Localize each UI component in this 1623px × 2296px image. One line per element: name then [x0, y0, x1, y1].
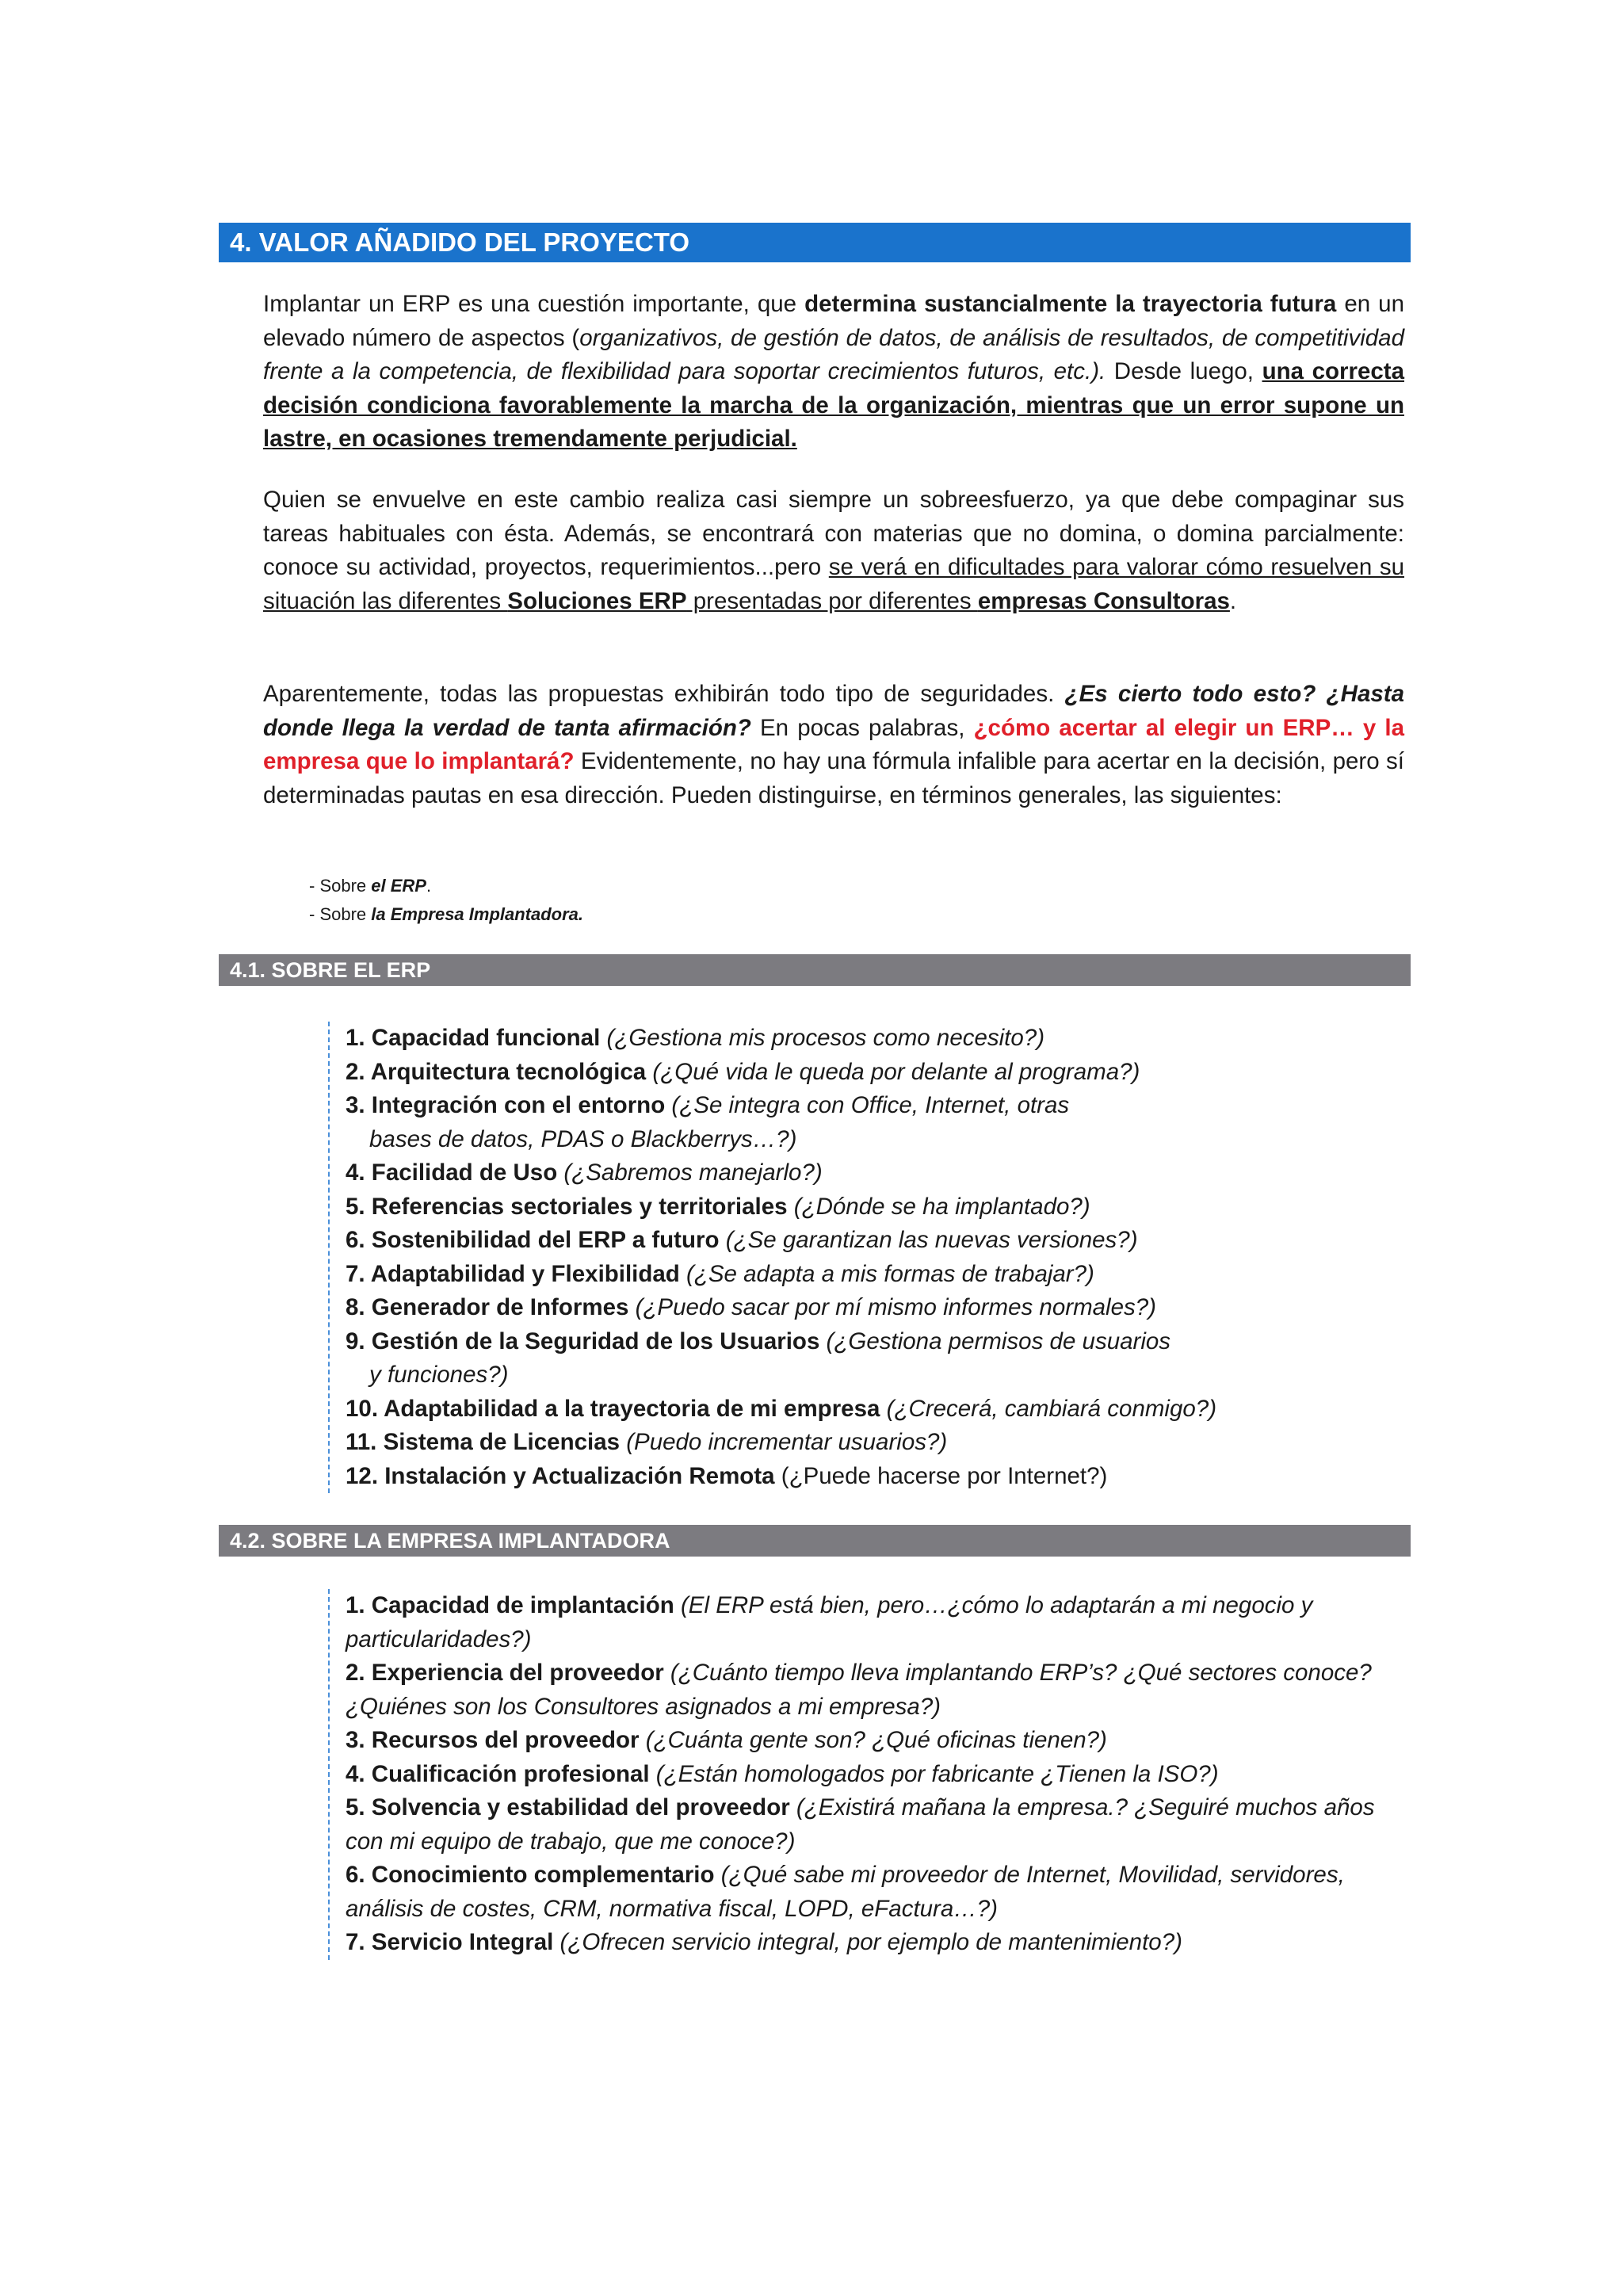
list-item: 7. Adaptabilidad y Flexibilidad (¿Se adapta a mis formas de trabajar?): [346, 1260, 1094, 1287]
erp-criteria-list: [328, 1022, 1411, 1493]
list-item: 11. Sistema de Licencias (Puedo incrementar usuarios?): [346, 1429, 948, 1455]
p2-bold-underlined-2: empresas Consultoras: [977, 587, 1230, 614]
paragraph-3: [263, 678, 1404, 812]
subheading-empresa: 4.2. SOBRE LA EMPRESA IMPLANTADORA: [219, 1525, 1411, 1557]
list-item: 6. Conocimiento complementario (¿Qué sabe mi proveedor de Internet, Movilidad, servidores, análisis de costes, CRM, normativa fiscal, LOPD, eFactura…?): [346, 1862, 1345, 1922]
list-item-continuation: y funciones?): [369, 1362, 509, 1388]
p2-text-2: .: [1229, 587, 1237, 614]
list-item: 12. Instalación y Actualización Remota (¿Puede hacerse por Internet?): [346, 1462, 1108, 1489]
p3-text-1: Aparentemente, todas las propuestas exhibirán todo tipo de seguridades.: [263, 681, 1065, 707]
list-item: 2. Arquitectura tecnológica (¿Qué vida le queda por delante al programa?): [346, 1058, 1140, 1085]
p3-red-question: ¿cómo acertar al elegir un ERP… y la empresa que lo implantará?: [263, 714, 1404, 774]
list-item: 1. Capacidad funcional (¿Gestiona mis procesos como necesito?): [346, 1025, 1045, 1051]
paragraph-1: [263, 288, 1404, 457]
list-item: 5. Solvencia y estabilidad del proveedor (¿Existirá mañana la empresa.? ¿Seguiré muchos años con mi equipo de trabajo, que me conoce?): [346, 1794, 1375, 1855]
list-item-continuation: bases de datos, PDAS o Blackberrys…?): [369, 1125, 797, 1152]
p3-bold-italic: ¿Es cierto todo esto? ¿Hasta donde llega la verdad de tanta afirmación?: [263, 681, 1404, 741]
list-item: 1. Capacidad de implantación (El ERP está bien, pero…¿cómo lo adaptarán a mi negocio y particularidades?): [346, 1592, 1313, 1652]
p1-bold-underlined: una correcta decisión condiciona favorablemente la marcha de la organización, mientras que un error supone un lastre, en ocasiones tremendamente perjudicial.: [263, 358, 1404, 452]
p1-italic-1: organizativos, de gestión de datos, de análisis de resultados, de competitividad frente a la competencia, de flexibilidad para soportar crecimientos futuros, etc.).: [263, 324, 1404, 384]
list-item: 3. Integración con el entorno (¿Se integra con Office, Internet, otras: [346, 1092, 1070, 1118]
list-item: 6. Sostenibilidad del ERP a futuro (¿Se garantizan las nuevas versiones?): [346, 1227, 1138, 1253]
p2-underlined-1: se verá en dificultades para valorar cómo resuelven su situación las diferentes: [263, 554, 1405, 614]
p1-text-1: Implantar un ERP es una cuestión importante, que: [263, 291, 805, 317]
p1-text-2: en un elevado número de aspectos (: [263, 291, 1404, 351]
p3-text-2: En pocas palabras,: [750, 714, 974, 741]
section-heading: 4. VALOR AÑADIDO DEL PROYECTO: [219, 223, 1411, 262]
list-item: 2. Experiencia del proveedor (¿Cuánto tiempo lleva implantando ERP’s? ¿Qué sectores conoce? ¿Quiénes son los Consultores asignados a mi empresa?): [346, 1660, 1372, 1720]
criteria-summary: [309, 872, 583, 929]
list-item: 3. Recursos del proveedor (¿Cuánta gente son? ¿Qué oficinas tienen?): [346, 1727, 1107, 1753]
paragraph-2: [263, 483, 1404, 618]
summary-line-erp: - Sobre el ERP.: [309, 876, 432, 896]
list-item: 9. Gestión de la Seguridad de los Usuarios (¿Gestiona permisos de usuarios: [346, 1328, 1171, 1354]
list-item: 4. Facilidad de Uso (¿Sabremos manejarlo?): [346, 1159, 823, 1186]
p1-bold-1: determina sustancialmente la trayectoria futura: [804, 291, 1337, 317]
list-item: 5. Referencias sectoriales y territoriales (¿Dónde se ha implantado?): [346, 1193, 1090, 1220]
p3-text-3: Evidentemente, no hay una fórmula infalible para acertar en la decisión, pero sí determinadas pautas en esa dirección. Pueden distinguirse, en términos generales, las siguientes:: [263, 748, 1405, 808]
p1-text-3: Desde luego,: [1106, 358, 1262, 384]
list-item: 10. Adaptabilidad a la trayectoria de mi empresa (¿Crecerá, cambiará conmigo?): [346, 1395, 1217, 1422]
p2-bold-underlined-1: Soluciones ERP: [507, 587, 687, 614]
subheading-erp: 4.1. SOBRE EL ERP: [219, 954, 1411, 986]
empresa-criteria-list: [328, 1589, 1411, 1960]
p2-underlined-2: presentadas por diferentes: [686, 587, 978, 614]
list-item: 8. Generador de Informes (¿Puedo sacar por mí mismo informes normales?): [346, 1294, 1156, 1320]
list-item: 4. Cualificación profesional (¿Están homologados por fabricante ¿Tienen la ISO?): [346, 1760, 1219, 1787]
summary-line-empresa: - Sobre la Empresa Implantadora.: [309, 904, 584, 924]
p2-text-1: Quien se envuelve en este cambio realiza casi siempre un sobreesfuerzo, ya que debe compaginar sus tareas habituales con ésta. Además, se encontrará con materias que no domina, o domina parcialmente: conoce su actividad, proyectos, requerimientos...pero: [263, 487, 1404, 580]
list-item: 7. Servicio Integral (¿Ofrecen servicio integral, por ejemplo de mantenimiento?): [346, 1929, 1182, 1955]
